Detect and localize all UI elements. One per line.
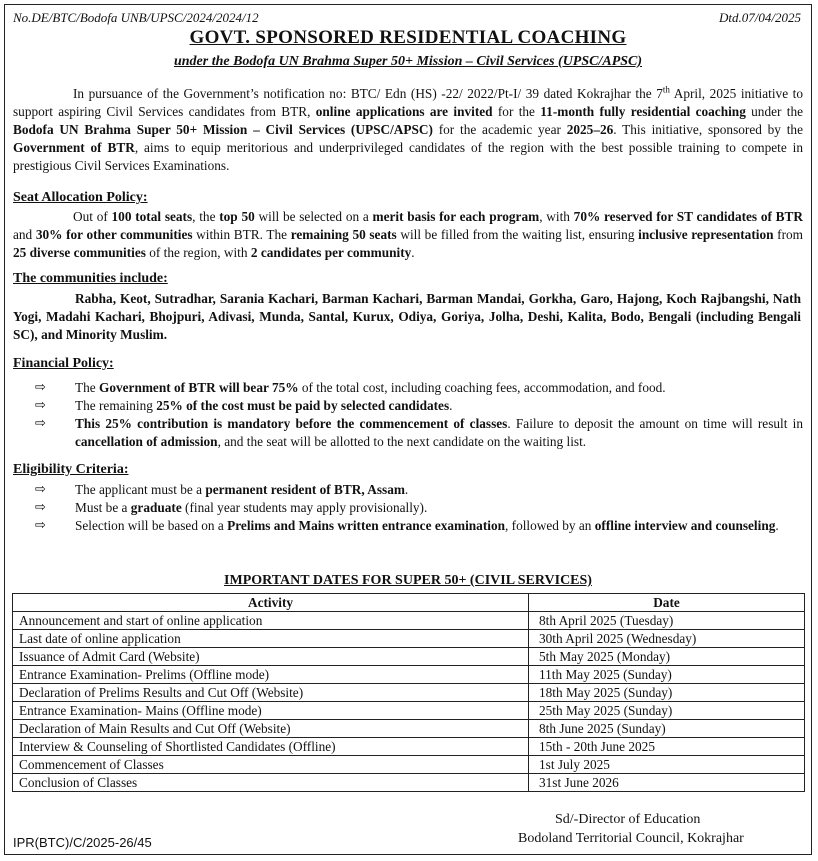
list-item: ⇨ Selection will be based on a Prelims and Mains written entrance examination, followed by an offline interview and counseling. [35, 518, 779, 533]
communities-heading: The communities include: [13, 271, 168, 286]
activity-cell: Conclusion of Classes [13, 774, 529, 792]
list-item: ⇨ Must be a graduate (final year students may apply provisionally). [35, 500, 428, 515]
right-arrow-icon: ⇨ [35, 380, 46, 395]
date-cell: 25th May 2025 (Sunday) [529, 702, 805, 720]
table-row [13, 630, 805, 648]
ipr-number: IPR(BTC)/C/2025-26/45 [13, 835, 152, 850]
table-row [13, 720, 805, 738]
column-header-date: Date [529, 594, 805, 612]
date-cell: 15th - 20th June 2025 [529, 738, 805, 756]
table-header-row [13, 594, 805, 612]
seat-allocation-heading: Seat Allocation Policy: [13, 190, 148, 205]
date-cell: 18th May 2025 (Sunday) [529, 684, 805, 702]
list-item: ⇨ The remaining 25% of the cost must be paid by selected candidates. [35, 398, 453, 413]
table-row [13, 756, 805, 774]
eligibility-heading: Eligibility Criteria: [13, 462, 129, 477]
activity-cell: Announcement and start of online application [13, 612, 529, 630]
activity-cell: Last date of online application [13, 630, 529, 648]
table-row [13, 684, 805, 702]
notice-date: Dtd.07/04/2025 [719, 10, 801, 25]
right-arrow-icon: ⇨ [35, 482, 46, 497]
financial-policy-list [13, 379, 803, 451]
date-cell: 8th April 2025 (Tuesday) [529, 612, 805, 630]
eligibility-list [13, 481, 803, 535]
table-row [13, 738, 805, 756]
notice-subtitle: under the Bodofa UN Brahma Super 50+ Mission – Civil Services (UPSC/APSC) [173, 54, 643, 69]
right-arrow-icon: ⇨ [35, 398, 46, 413]
activity-cell: Commencement of Classes [13, 756, 529, 774]
date-cell: 30th April 2025 (Wednesday) [529, 630, 805, 648]
table-row [13, 666, 805, 684]
signatory-title: Sd/-Director of Education [555, 812, 701, 827]
notice-title: GOVT. SPONSORED RESIDENTIAL COACHING [189, 27, 627, 48]
table-row [13, 612, 805, 630]
table-row [13, 702, 805, 720]
communities-list: Rabha, Keot, Sutradhar, Sarania Kachari, Barman Kachari, Barman Mandai, Gorkha, Garo, Hajong, Koch Rajbangshi, Nath Yogi, Madahi Kachari, Bhojpuri, Adivasi, Munda, Santal, Kurux, Odiya, Goriya, Jolha, Deshi, Kalita, Bodo, Bengali (including Bengali SC), and Minority Muslim. [13, 291, 801, 342]
dates-table-title: IMPORTANT DATES FOR SUPER 50+ (CIVIL SERVICES) [224, 573, 592, 588]
date-cell: 31st June 2026 [529, 774, 805, 792]
important-dates-table [12, 593, 805, 792]
reference-number: No.DE/BTC/Bodofa UNB/UPSC/2024/2024/12 [13, 10, 259, 25]
right-arrow-icon: ⇨ [35, 416, 46, 431]
list-item: ⇨ The applicant must be a permanent resident of BTR, Assam. [35, 482, 409, 497]
list-item: ⇨ The Government of BTR will bear 75% of the total cost, including coaching fees, accommodation, and food. [35, 380, 666, 395]
signature-block [518, 810, 744, 848]
date-cell: 11th May 2025 (Sunday) [529, 666, 805, 684]
activity-cell: Entrance Examination- Mains (Offline mode) [13, 702, 529, 720]
right-arrow-icon: ⇨ [35, 500, 46, 515]
activity-cell: Issuance of Admit Card (Website) [13, 648, 529, 666]
seat-allocation-paragraph: Out of 100 total seats, the top 50 will be selected on a merit basis for each program, with 70% reserved for ST candidates of BTR and 30% for other communities within BTR. The remaining 50 seats will be filled from the waiting list, ensuring inclusive representation from 25 diverse communities of the region, with 2 candidates per community. [13, 209, 804, 260]
intro-paragraph: In pursuance of the Government’s notification no: BTC/ Edn (HS) -22/ 2022/Pt-I/ 39 dated Kokrajhar the 7th April, 2025 initiative to support aspiring Civil Services candidates from BTR, online applications are invited for the 11-month fully residential coaching under the Bodofa UN Brahma Super 50+ Mission – Civil Services (UPSC/APSC) for the academic year 2025–26. This initiative, sponsored by the Government of BTR, aims to equip meritorious and underprivileged candidates of the region with the best possible training to compete in prestigious Civil Services Examinations. [13, 84, 804, 173]
activity-cell: Entrance Examination- Prelims (Offline mode) [13, 666, 529, 684]
financial-policy-heading: Financial Policy: [13, 356, 114, 371]
column-header-activity: Activity [13, 594, 529, 612]
date-cell: 1st July 2025 [529, 756, 805, 774]
dates-table-body [13, 612, 805, 792]
list-item: ⇨ This 25% contribution is mandatory before the commencement of classes. Failure to deposit the amount on time will result in cancellation of admission, and the seat will be allotted to the next candidate on the waiting list. [35, 416, 803, 449]
activity-cell: Declaration of Main Results and Cut Off (Website) [13, 720, 529, 738]
table-row [13, 774, 805, 792]
table-row [13, 648, 805, 666]
notice-page [4, 4, 812, 855]
date-cell: 5th May 2025 (Monday) [529, 648, 805, 666]
date-cell: 8th June 2025 (Sunday) [529, 720, 805, 738]
signatory-office: Bodoland Territorial Council, Kokrajhar [518, 831, 744, 846]
right-arrow-icon: ⇨ [35, 518, 46, 533]
activity-cell: Declaration of Prelims Results and Cut Off (Website) [13, 684, 529, 702]
activity-cell: Interview & Counseling of Shortlisted Candidates (Offline) [13, 738, 529, 756]
